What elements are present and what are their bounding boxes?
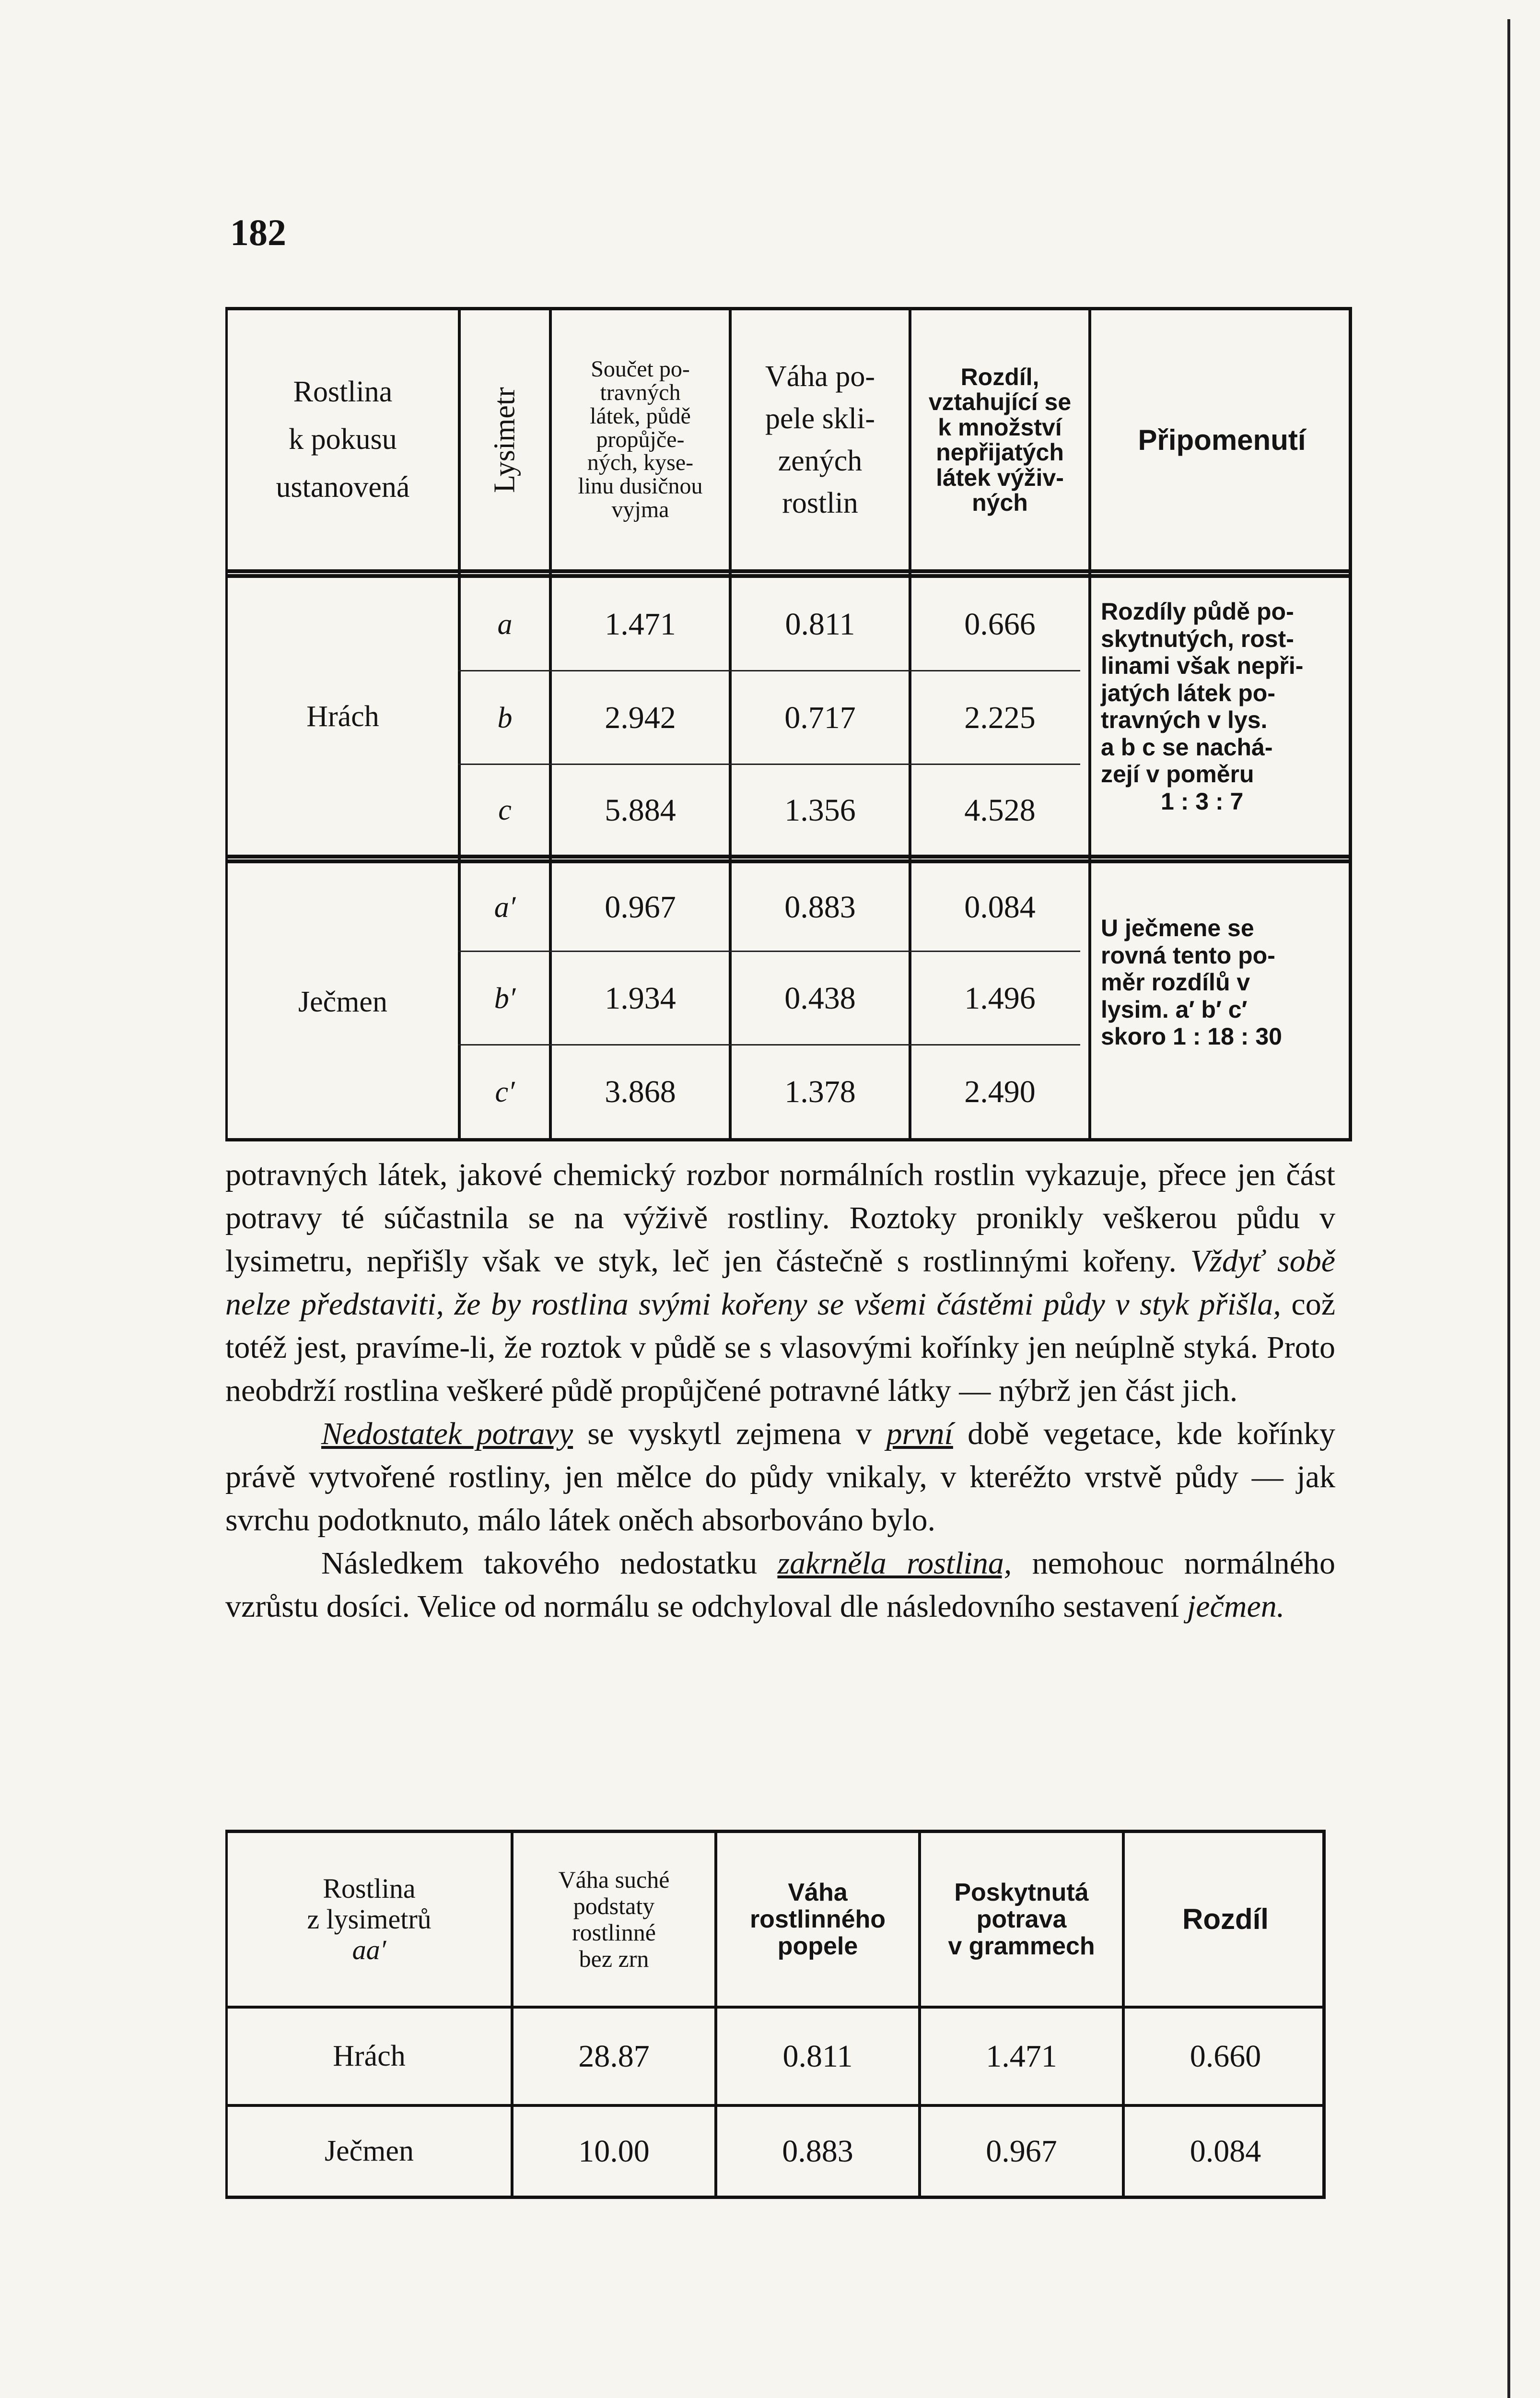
paragraph: potravných látek, jakové chemický rozbor normálních rostlin vykazuje, přece jen část potravy té súčastnila se na výživě rostliny. Roztoky pronikly veškerou půdu v lysimetru, nepřišly však ve styk, leč jen částečně s rostlinnými kořeny. Vždyť sobě nelze představiti, že by rostlina svými kořeny se všemi částěmi půdy v styk přišla, což totéž jest, pravíme-li, že roztok v půdě se s vlasovými kořínky jen neúplně styká. Proto neobdrží rostlina veškeré půdě propůjčené potravné látky — nýbrž jen část jich. [225, 1157, 1336, 1408]
t2-ash-cell: 0.883 [782, 2133, 853, 2169]
summary-table [225, 1830, 1326, 2199]
diff-cell: 2.490 [964, 1074, 1036, 1110]
nutrient-table [225, 307, 1352, 1141]
t2-dry-cell: 28.87 [578, 2038, 650, 2074]
page-number: 182 [230, 212, 286, 253]
group-label-jecmen: Ječmen [298, 986, 387, 1019]
t2-given-cell: 1.471 [986, 2038, 1057, 2074]
t2-row-plant: Hrách [333, 2040, 406, 2073]
ash-cell: 0.883 [784, 890, 856, 925]
header-lysimeter: Lysimetr [488, 387, 521, 493]
sum-cell: 0.967 [605, 890, 676, 925]
t2-header-given-food: Poskytnutá potrava v grammech [948, 1878, 1095, 1961]
t2-given-cell: 0.967 [986, 2133, 1057, 2169]
header-nutrient-sum: Součet po- travných látek, půdě propůjče- ných, kyse- linu dusičnou vyjma [578, 356, 703, 523]
ash-cell: 0.717 [784, 700, 856, 736]
lysimeter-cell: a′ [494, 891, 516, 924]
ash-cell: 1.378 [784, 1074, 856, 1110]
diff-cell: 2.225 [964, 700, 1036, 736]
lysimeter-cell: a [497, 608, 513, 641]
diff-cell: 0.084 [964, 890, 1036, 925]
sum-cell: 5.884 [605, 792, 676, 828]
t2-dry-cell: 10.00 [578, 2133, 650, 2169]
diff-cell: 0.666 [964, 607, 1036, 642]
note-jecmen: U ječmene se rovná tento po- měr rozdílů v lysim. a′ b′ c′ skoro 1 : 18 : 30 [1101, 915, 1282, 1050]
group-label-hrach: Hrách [306, 700, 379, 733]
sum-cell: 3.868 [605, 1074, 676, 1110]
t2-diff-cell: 0.084 [1190, 2133, 1261, 2169]
ash-cell: 0.438 [784, 981, 856, 1016]
paragraph: Nedostatek potravy se vyskytl zejmena v první době vegetace, kde kořínky právě vytvořené rostliny, jen mělce do půdy vnikaly, v kteréžto vrstvě půdy — jak svrchu podotknuto, málo látek oněch absorbováno bylo. [225, 1416, 1336, 1538]
lysimeter-cell: c′ [495, 1075, 515, 1108]
ash-cell: 0.811 [785, 607, 855, 642]
body-text [225, 1153, 1335, 1628]
t2-diff-cell: 0.660 [1190, 2038, 1261, 2074]
sum-cell: 1.471 [605, 607, 676, 642]
diff-cell: 4.528 [964, 792, 1036, 828]
header-note: Připomenutí [1138, 423, 1306, 456]
header-plant: Rostlina k pokusu ustanovená [276, 376, 410, 504]
header-ash-weight: Váha po- pele skli- zených rostlin [765, 360, 875, 520]
t2-row-plant: Ječmen [325, 2135, 414, 2168]
t2-header-dry-weight: Váha suché podstaty rostlinné bez zrn [558, 1866, 670, 1972]
t2-ash-cell: 0.811 [782, 2038, 853, 2074]
lysimeter-cell: b′ [494, 982, 516, 1015]
t2-header-plant: Rostlina z lysimetrů aa′ [307, 1873, 432, 1965]
sum-cell: 2.942 [605, 700, 676, 736]
diff-cell: 1.496 [964, 981, 1036, 1016]
t2-header-difference: Rozdíl [1182, 1903, 1269, 1935]
lysimeter-cell: b [497, 701, 513, 734]
paragraph: Následkem takového nedostatku zakrněla rostlina, nemohouc normálného vzrůstu dosíci. Velice od normálu se odchyloval dle následovního sestavení ječmen. [225, 1546, 1335, 1624]
note-hrach: Rozdíly půdě po- skytnutých, rost- linami však nepři- jatých látek po- travných v lys. a b c se nachá- zejí v poměru 1 : 3 : 7 [1101, 598, 1304, 815]
lysimeter-cell: c [498, 794, 512, 827]
ash-cell: 1.356 [784, 792, 856, 828]
header-difference: Rozdíl, vztahující se k množství nepřijatých látek výživ- ných [928, 363, 1072, 516]
t2-header-ash-weight: Váha rostlinného popele [749, 1878, 886, 1961]
sum-cell: 1.934 [605, 981, 676, 1016]
